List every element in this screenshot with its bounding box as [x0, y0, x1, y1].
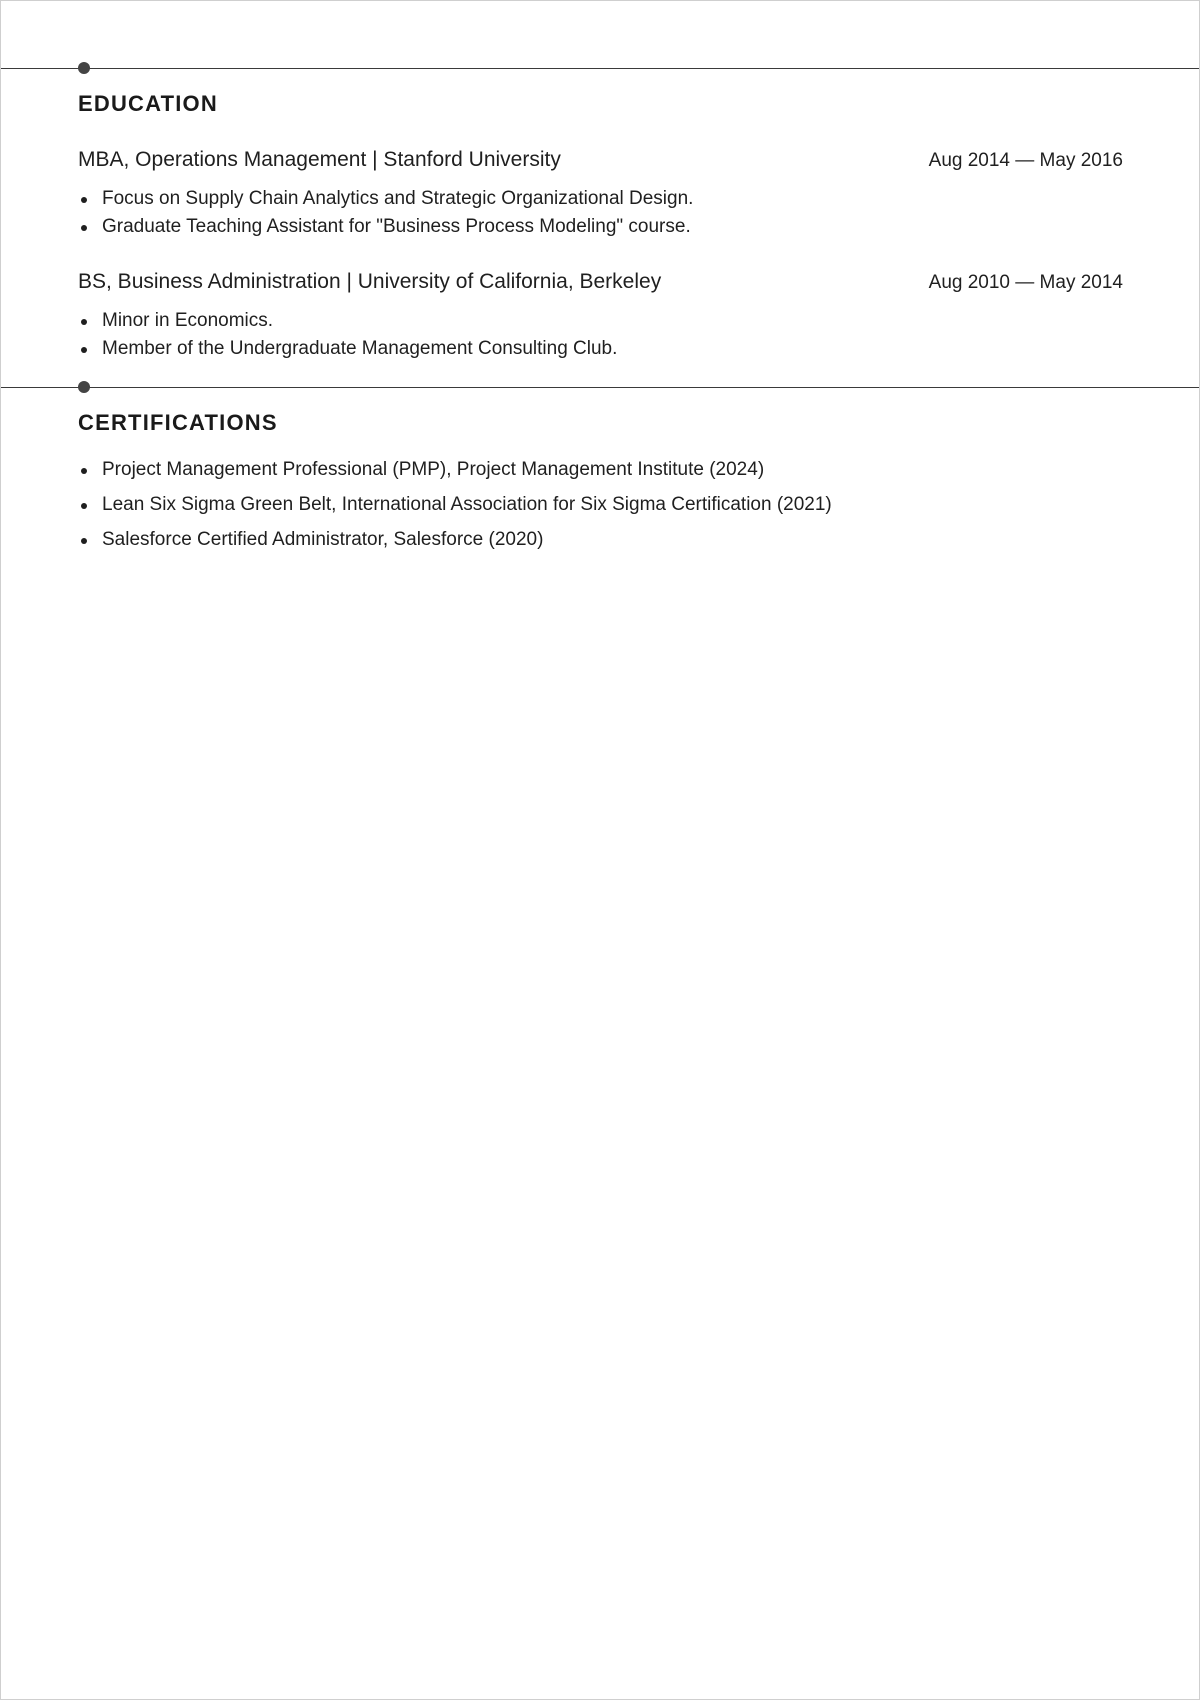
- education-entry-bs: [78, 270, 1123, 300]
- certification-text: Project Management Professional (PMP), Project Management Institute (2024): [102, 459, 765, 480]
- certification-text: Lean Six Sigma Green Belt, International Association for Six Sigma Certification (2021): [102, 494, 832, 515]
- list-item: [78, 307, 617, 335]
- education-entry-title: BS, Business Administration | University of California, Berkeley: [78, 270, 662, 293]
- certifications-list: [78, 452, 832, 557]
- list-item: [78, 452, 832, 487]
- divider-dot-certifications: [78, 381, 90, 393]
- list-item: [78, 335, 617, 363]
- certifications-heading: CERTIFICATIONS: [78, 410, 278, 435]
- list-item: [78, 213, 693, 241]
- education-entry-title: MBA, Operations Management | Stanford University: [78, 148, 561, 171]
- bullet-icon: [81, 197, 87, 203]
- list-item: [78, 185, 693, 213]
- education-entry-bullets: [78, 307, 617, 363]
- education-entry-dates: Aug 2010 — May 2014: [928, 272, 1123, 293]
- certification-text: Salesforce Certified Administrator, Salesforce (2020): [102, 529, 544, 550]
- bullet-text: Member of the Undergraduate Management Consulting Club.: [102, 338, 618, 359]
- bullet-icon: [81, 347, 87, 353]
- list-item: [78, 522, 832, 557]
- bullet-icon: [81, 468, 87, 474]
- section-divider-education: [1, 68, 1199, 69]
- bullet-icon: [81, 225, 87, 231]
- education-entry-bullets: [78, 185, 693, 241]
- bullet-icon: [81, 503, 87, 509]
- divider-dot-education: [78, 62, 90, 74]
- bullet-icon: [81, 319, 87, 325]
- education-heading: EDUCATION: [78, 91, 218, 116]
- bullet-text: Graduate Teaching Assistant for "Business Process Modeling" course.: [102, 216, 691, 237]
- bullet-text: Focus on Supply Chain Analytics and Strategic Organizational Design.: [102, 188, 694, 209]
- bullet-text: Minor in Economics.: [102, 310, 274, 331]
- section-divider-certifications: [1, 387, 1199, 388]
- education-entry-dates: Aug 2014 — May 2016: [928, 150, 1123, 171]
- education-entry-mba: [78, 148, 1123, 178]
- list-item: [78, 487, 832, 522]
- bullet-icon: [81, 538, 87, 544]
